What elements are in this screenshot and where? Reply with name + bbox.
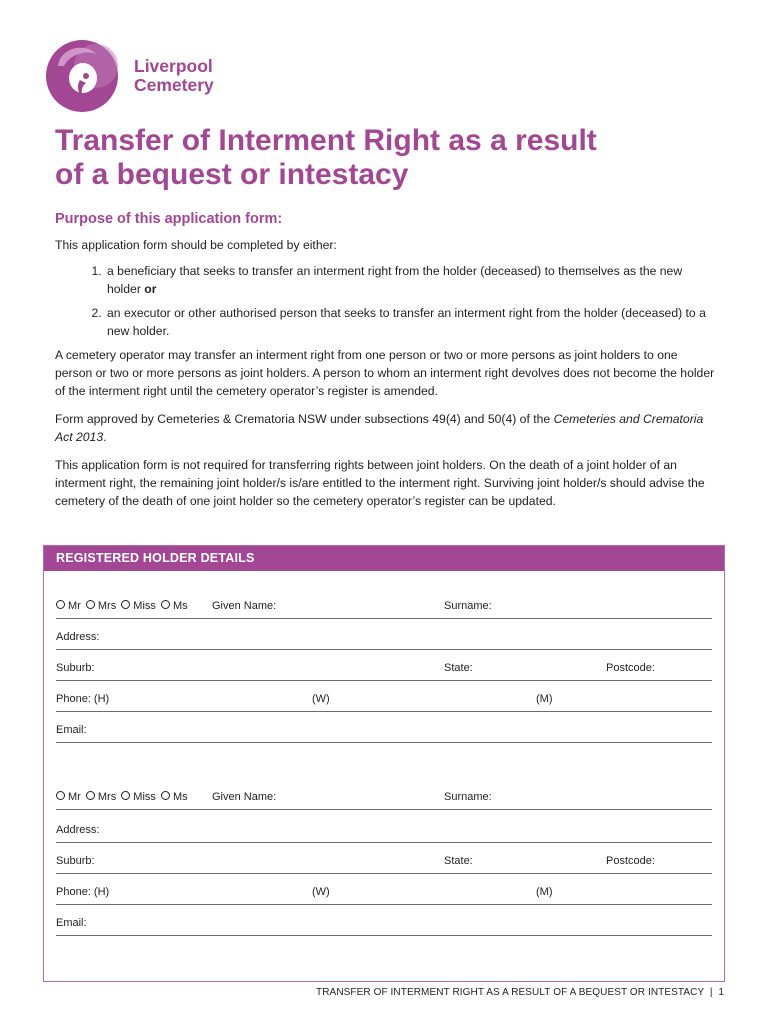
holder2-phone-row	[56, 882, 712, 905]
holder1-phone-row	[56, 689, 712, 712]
radio-icon[interactable]	[121, 791, 130, 800]
approval-end: .	[103, 430, 107, 444]
holder1-name-row	[56, 596, 712, 619]
holder1-state-field[interactable]: State:	[444, 662, 473, 674]
title-option-mr[interactable]: Mr	[56, 791, 81, 803]
holder1-phone-mobile-field[interactable]: (M)	[536, 693, 553, 705]
title-option-ms[interactable]: Ms	[161, 600, 188, 612]
title-option-ms[interactable]: Ms	[161, 791, 188, 803]
radio-icon[interactable]	[56, 791, 65, 800]
dove-logo-icon	[40, 36, 130, 120]
holder1-phone-home-field[interactable]: Phone: (H)	[56, 693, 110, 705]
item1-text: a beneficiary that seeks to transfer an interment right from the holder (deceased) to themselves as the new holder	[107, 264, 683, 296]
holder1-postcode-field[interactable]: Postcode:	[606, 662, 655, 674]
radio-icon[interactable]	[121, 600, 130, 609]
holder2-email-row	[56, 913, 712, 936]
joint-holder-paragraph: This application form is not required for transferring rights between joint holders. On the death of a joint holder of an interment right, the remaining joint holder/s is/are entitled to the interment right. Surviving joint holder/s should advise the cemetery of the death of one joint holder so the cemetery operator’s register can be updated.	[55, 458, 705, 508]
holder2-given-name-field[interactable]: Given Name:	[212, 791, 277, 803]
title-option-mrs[interactable]: Mrs	[86, 791, 116, 803]
holder2-address-row	[56, 820, 712, 843]
approval-text: Form approved by Cemeteries & Crematoria NSW under subsections 49(4) and 50(4) of the	[55, 412, 554, 426]
transfer-paragraph: A cemetery operator may transfer an interment right from one person or two or more persons as joint holders to one person or two or more persons as joint holders. A person to whom an interment right devolves does not become the holder of the interment right until the cemetery operator’s register is amended.	[55, 348, 715, 398]
holder1-suburb-row	[56, 658, 712, 681]
section-header: REGISTERED HOLDER DETAILS	[44, 546, 724, 571]
brand-name	[134, 57, 214, 95]
title-option-mrs[interactable]: Mrs	[86, 600, 116, 612]
brand-logo	[40, 36, 230, 120]
holder2-address-field[interactable]: Address:	[56, 824, 100, 836]
holder1-email-row	[56, 720, 712, 743]
intro-text	[55, 236, 715, 518]
holder2-phone-mobile-field[interactable]: (M)	[536, 886, 553, 898]
item1-bold: or	[144, 282, 157, 296]
item2-text: an executor or other authorised person that seeks to transfer an interment right from the holder (deceased) to a new holder.	[107, 306, 706, 338]
radio-icon[interactable]	[86, 791, 95, 800]
title-option-miss[interactable]: Miss	[121, 791, 156, 803]
footer-separator: |	[706, 987, 716, 998]
radio-icon[interactable]	[161, 791, 170, 800]
holder2-state-field[interactable]: State:	[444, 855, 473, 867]
radio-icon[interactable]	[56, 600, 65, 609]
page-number: 1	[718, 987, 724, 998]
list-item	[105, 304, 715, 340]
radio-icon[interactable]	[86, 600, 95, 609]
page-title	[55, 124, 715, 192]
holder1-phone-work-field[interactable]: (W)	[312, 693, 330, 705]
title-line2: of a bequest or intestacy	[55, 158, 409, 191]
brand-name-line1: Liverpool	[134, 56, 213, 76]
purpose-heading: Purpose of this application form:	[55, 211, 283, 227]
title-line1: Transfer of Interment Right as a result	[55, 124, 597, 157]
holder1-email-field[interactable]: Email:	[56, 724, 87, 736]
intro-lead: This application form should be completed by either:	[55, 238, 337, 252]
holder1-given-name-field[interactable]: Given Name:	[212, 600, 277, 612]
holder2-name-row	[56, 787, 712, 810]
holder1-surname-field[interactable]: Surname:	[444, 600, 492, 612]
holder2-phone-home-field[interactable]: Phone: (H)	[56, 886, 110, 898]
page-footer	[316, 987, 724, 998]
holder2-email-field[interactable]: Email:	[56, 917, 87, 929]
holder2-surname-field[interactable]: Surname:	[444, 791, 492, 803]
holder2-phone-work-field[interactable]: (W)	[312, 886, 330, 898]
holder2-suburb-row	[56, 851, 712, 874]
holder2-suburb-field[interactable]: Suburb:	[56, 855, 95, 867]
holder1-address-field[interactable]: Address:	[56, 631, 100, 643]
approval-paragraph	[55, 410, 715, 446]
title-option-miss[interactable]: Miss	[121, 600, 156, 612]
radio-icon[interactable]	[161, 600, 170, 609]
holder2-title-options	[56, 791, 190, 803]
completion-options-list	[55, 262, 715, 340]
holder2-postcode-field[interactable]: Postcode:	[606, 855, 655, 867]
title-option-mr[interactable]: Mr	[56, 600, 81, 612]
brand-name-line2: Cemetery	[134, 75, 214, 95]
registered-holder-section	[43, 545, 725, 982]
footer-title: TRANSFER OF INTERMENT RIGHT AS A RESULT OF A BEQUEST OR INTESTACY	[316, 987, 705, 998]
list-item	[105, 262, 715, 298]
act-name: Cemeteries and Crematoria Act 2013	[55, 412, 704, 444]
holder1-title-options	[56, 600, 190, 612]
holder1-suburb-field[interactable]: Suburb:	[56, 662, 95, 674]
holder1-address-row	[56, 627, 712, 650]
